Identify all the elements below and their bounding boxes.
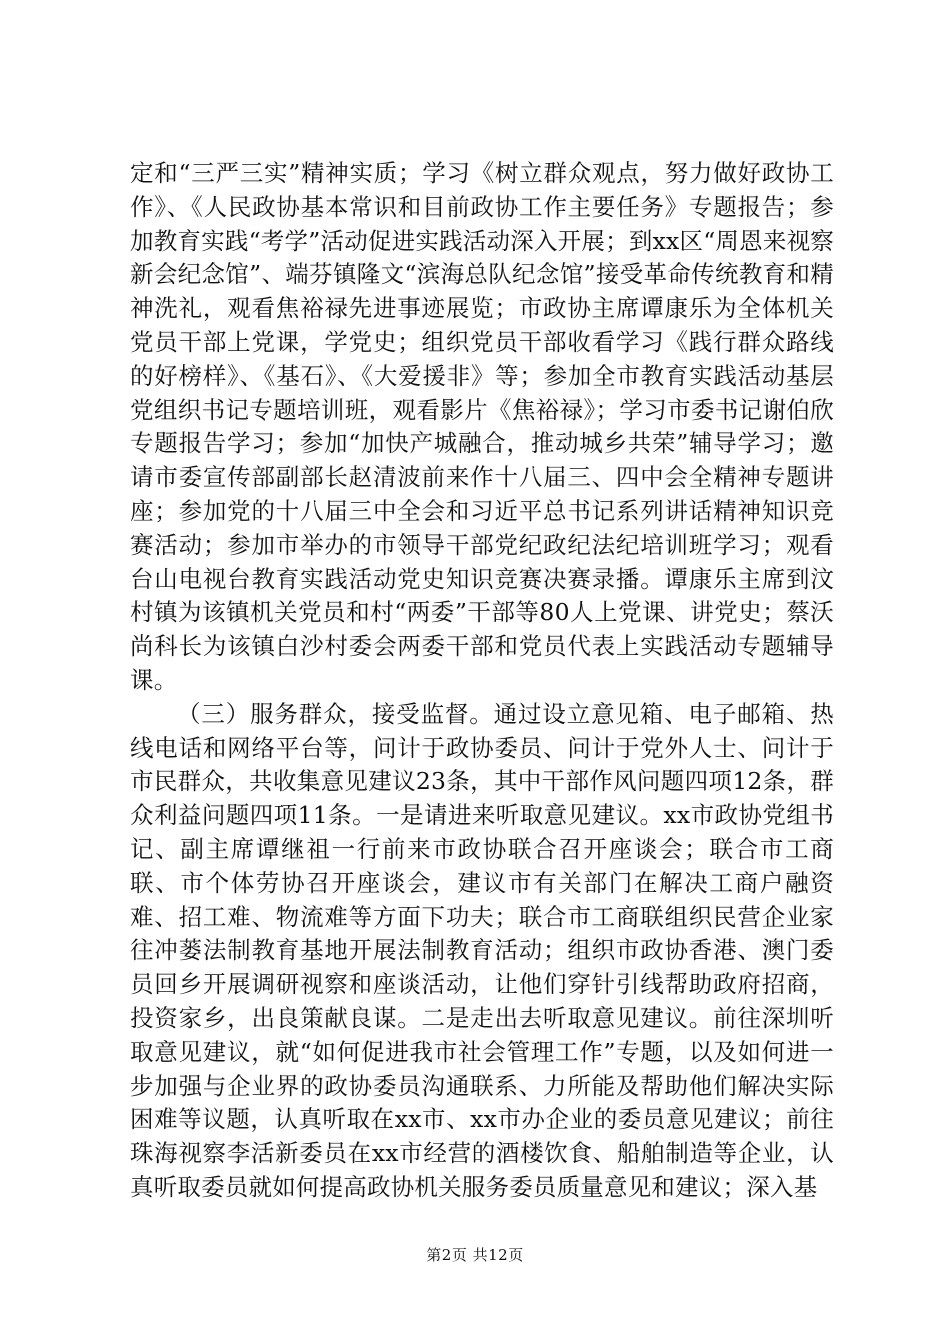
paragraph-2-serve-the-masses: （三）服务群众，接受监督。通过设立意见箱、电子邮箱、热线电话和网络平台等，问计于政协委员、问计于党外人士、问计于市民群众，共收集意见建议23条，其中干部作风问题四项12条，群众利益问题四项11条。一是请进来听取意见建议。xx市政协党组书记、副主席谭继祖一行前来市政协联合召开座谈会；联合市工商联、市个体劳协召开座谈会，建议市有关部门在解决工商户融资难、招工难、物流难等方面下功夫；联合市工商联组织民营企业家往冲蒌法制教育基地开展法制教育活动；组织市政协香港、澳门委员回乡开展调研视察和座谈活动，让他们穿针引线帮助政府招商，投资家乡，出良策献良谋。二是走出去听取意见建议。前往深圳听取意见建议，就“如何促进我市社会管理工作”专题，以及如何进一步加强与企业界的政协委员沟通联系、力所能及帮助他们解决实际困难等议题，认真听取在xx市、xx市办企业的委员意见建议；前往珠海视察李活新委员在xx市经营的酒楼饮食、船舶制造等企业，认真听取委员就如何提高政协机关服务委员质量意见和建议；深入基 <box>130 699 834 1201</box>
page-footer <box>0 1245 950 1265</box>
page-number: 第2页 共12页 <box>426 1246 524 1264</box>
paragraph-1: 定和“三严三实”精神实质；学习《树立群众观点，努力做好政协工作》、《人民政协基本常识和目前政协工作主要任务》专题报告；参加教育实践“考学”活动促进实践活动深入开展；到xx区“周恩来视察新会纪念馆”、端芬镇隆文“滨海总队纪念馆”接受革命传统教育和精神洗礼，观看焦裕禄先进事迹展览；市政协主席谭康乐为全体机关党员干部上党课，学党史；组织党员干部收看学习《践行群众路线的好榜样》、《基石》、《大爱援非》等；参加全市教育实践活动基层党组织书记专题培训班，观看影片《焦裕禄》；学习市委书记谢伯欣专题报告学习；参加“加快产城融合，推动城乡共荣”辅导学习；邀请市委宣传部副部长赵清波前来作十八届三、四中会全精神专题讲座；参加党的十八届三中全会和习近平总书记系列讲话精神知识竞赛活动；参加市举办的市领导干部党纪政纪法纪培训班学习；观看台山电视台教育实践活动党史知识竞赛决赛录播。谭康乐主席到汶村镇为该镇机关党员和村“两委”干部等80人上党课、讲党史；蔡沃尚科长为该镇白沙村委会两委干部和党员代表上实践活动专题辅导课。 <box>130 159 834 694</box>
document-body <box>130 157 834 1205</box>
